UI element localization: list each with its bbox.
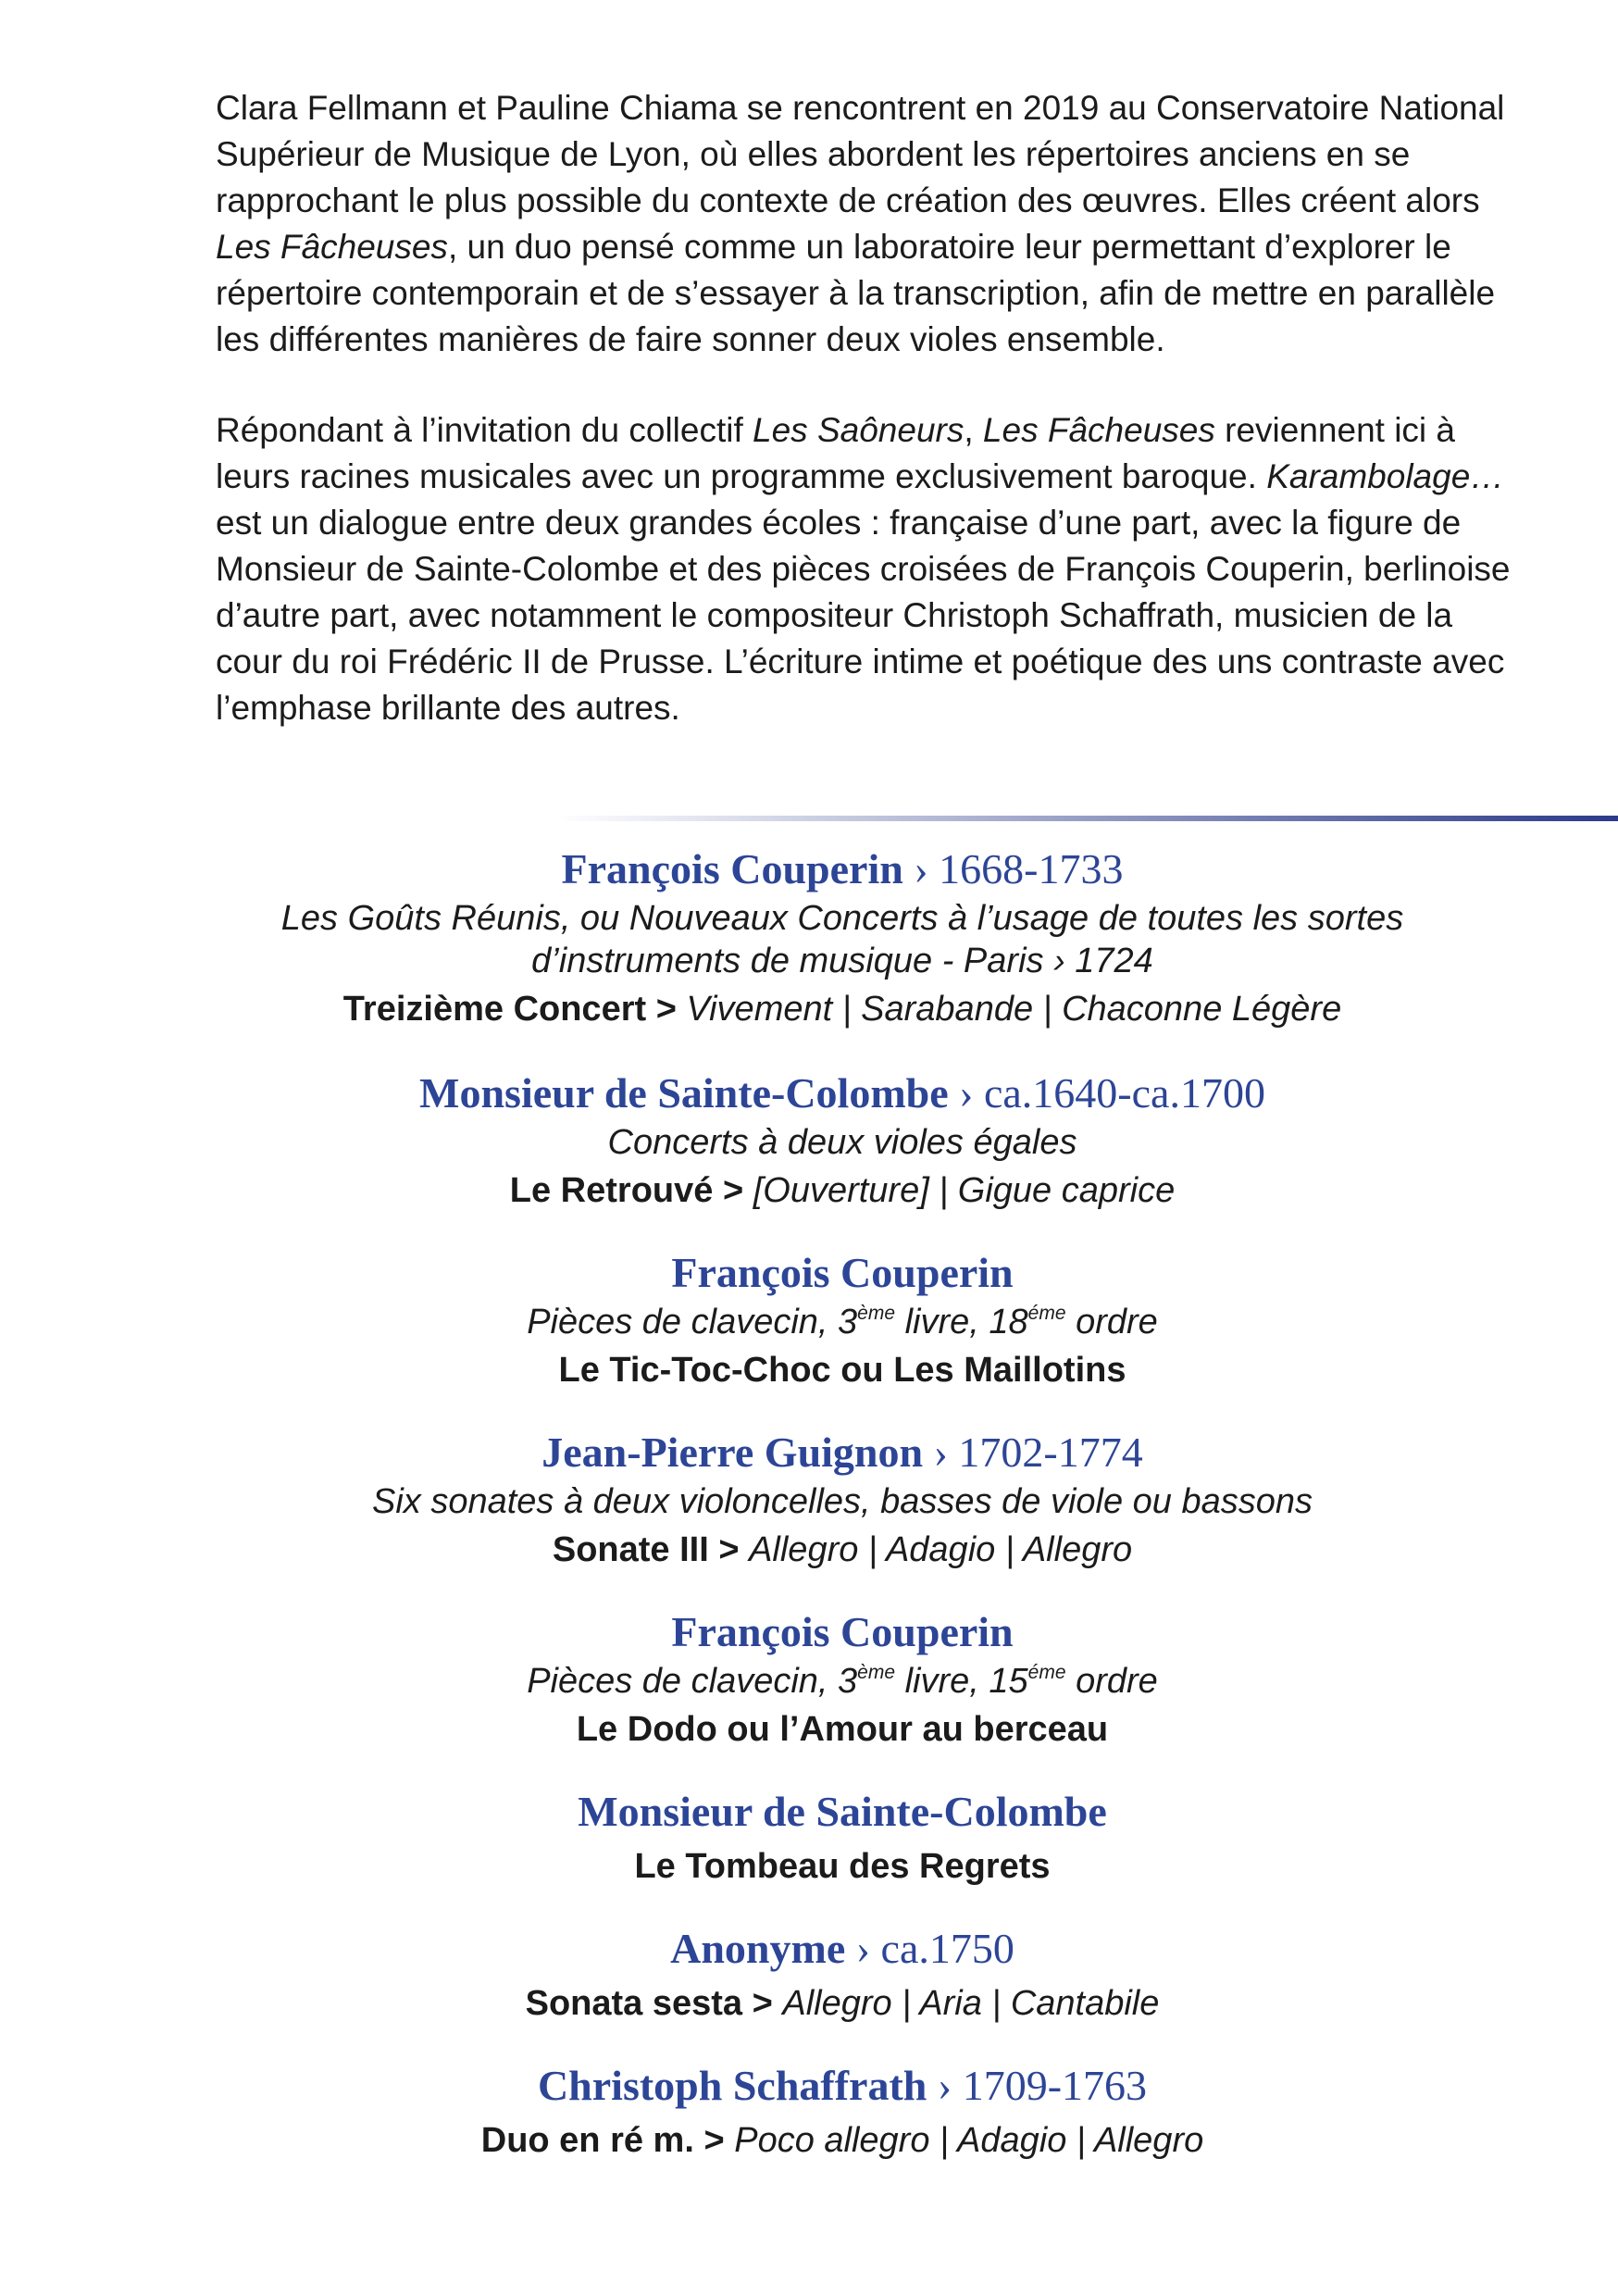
- composer-dates: › ca.1640-ca.1700: [948, 1069, 1265, 1117]
- bio-text: reviennent ici à leurs racines musicales avec un programme exclusivement baroque.: [216, 411, 1456, 495]
- piece-movements: [Ouverture] | Gigue caprice: [753, 1171, 1176, 1210]
- bio-paragraph-2: [216, 407, 1512, 731]
- work-title: Pièces de clavecin, 3ème livre, $18^{éme}$ ordre: [527, 1303, 1158, 1341]
- program-entry: [185, 1922, 1500, 2028]
- composer-label: François Couperin: [671, 1608, 1014, 1655]
- composer-label: Anonyme: [670, 1925, 846, 1972]
- piece-detail: [185, 1705, 1500, 1753]
- italic-title: Karambolage…: [1266, 457, 1505, 495]
- piece-title: Le Dodo ou l’Amour au berceau: [576, 1710, 1109, 1749]
- composer-label: Monsieur de Sainte-Colombe: [578, 1788, 1107, 1835]
- piece-title: Duo en ré m.: [480, 2121, 694, 2160]
- composer-label: Monsieur de Sainte-Colombe: [419, 1069, 949, 1117]
- piece-detail: [185, 2116, 1500, 2165]
- program-entry: [185, 1785, 1500, 1890]
- piece-title: Sonata sesta: [525, 1984, 743, 2023]
- piece-title: Sonate III: [552, 1530, 709, 1569]
- composer-dates: › ca.1750: [845, 1925, 1014, 1972]
- title-separator: >: [713, 1171, 753, 1210]
- composer-label: Jean-Pierre Guignon: [541, 1429, 924, 1476]
- piece-title: Le Tombeau des Regrets: [634, 1847, 1051, 1886]
- section-divider: [555, 816, 1618, 821]
- composer-name: [185, 1922, 1500, 1976]
- piece-detail: [185, 1979, 1500, 2028]
- program-list: [185, 842, 1500, 2165]
- title-separator: >: [708, 1530, 750, 1569]
- piece-title: Treizième Concert: [342, 990, 647, 1029]
- title-separator: >: [693, 2121, 735, 2160]
- piece-movements: Vivement | Sarabande | Chaconne Légère: [686, 990, 1342, 1029]
- piece-movements: Allegro | Aria | Cantabile: [782, 1984, 1160, 2023]
- composer-name: [185, 2059, 1500, 2113]
- composer-name: [185, 1785, 1500, 1839]
- piece-detail: [185, 1526, 1500, 1574]
- composer-name: [185, 1605, 1500, 1659]
- work-title: Six sonates à deux violoncelles, basses de viole ou bassons: [371, 1482, 1313, 1521]
- piece-title: Le Retrouvé: [509, 1171, 714, 1210]
- program-entry: [185, 1605, 1500, 1753]
- bio-text: Répondant à l’invitation du collectif: [216, 411, 753, 449]
- bio-text: Clara Fellmann et Pauline Chiama se rencontrent en 2019 au Conservatoire National Supérieur de Musique de Lyon, où elles abordent les répertoires anciens en se rapprochant le plus possible du contexte de création des œuvres. Elles créent alors: [216, 89, 1505, 219]
- work-title: Concerts à deux violes égales: [607, 1123, 1077, 1162]
- program-entry: [185, 842, 1500, 1033]
- composer-name: [185, 842, 1500, 896]
- composer-label: François Couperin: [561, 845, 903, 892]
- piece-movements: Poco allegro | Adagio | Allegro: [734, 2121, 1204, 2160]
- piece-movements: Allegro | Adagio | Allegro: [749, 1530, 1133, 1569]
- composer-dates: › 1709-1763: [927, 2062, 1148, 2109]
- italic-title: Les Saôneurs: [753, 411, 965, 449]
- composer-label: Christoph Schaffrath: [537, 2062, 927, 2109]
- title-separator: >: [742, 1984, 783, 2023]
- italic-title: Les Fâcheuses: [216, 228, 448, 266]
- work-title: Les Goûts Réunis, ou Nouveaux Concerts à l’usage de toutes les sortes: [280, 899, 1404, 938]
- work-title: d’instruments de musique - Paris › 1724: [531, 942, 1153, 980]
- biography: [216, 85, 1512, 731]
- piece-detail: [185, 1346, 1500, 1394]
- italic-title: Les Fâcheuses: [982, 411, 1215, 449]
- piece-detail: [185, 985, 1500, 1033]
- bio-text: ,: [964, 411, 983, 449]
- bio-text: , un duo pensé comme un laboratoire leur permettant d’explorer le répertoire contemporain et de s’essayer à la transcription, afin de mettre en parallèle les différentes manières de faire sonner deux violes ensemble.: [216, 228, 1496, 358]
- program-entry: [185, 1067, 1500, 1215]
- composer-name: [185, 1426, 1500, 1479]
- program-entry: [185, 2059, 1500, 2165]
- composer-dates: › 1702-1774: [923, 1429, 1143, 1476]
- piece-title: Le Tic-Toc-Choc ou Les Maillotins: [558, 1351, 1126, 1390]
- title-separator: >: [646, 990, 687, 1029]
- program-entry: [185, 1426, 1500, 1574]
- program-entry: [185, 1246, 1500, 1394]
- work-title: Pièces de clavecin, 3ème livre, $15^{éme}$ ordre: [527, 1662, 1158, 1701]
- piece-detail: [185, 1167, 1500, 1215]
- composer-dates: › 1668-1733: [902, 845, 1124, 892]
- composer-name: [185, 1067, 1500, 1120]
- bio-paragraph-1: [216, 85, 1512, 363]
- piece-detail: [185, 1842, 1500, 1890]
- composer-name: [185, 1246, 1500, 1300]
- composer-label: François Couperin: [671, 1249, 1014, 1296]
- bio-text: est un dialogue entre deux grandes écoles : française d’une part, avec la figure de Monsieur de Sainte-Colombe et des pièces croisées de François Couperin, berlinoise d’autre part, avec notamment le compositeur Christoph Schaffrath, musicien de la cour du roi Frédéric II de Prusse. L’écriture intime et poétique des uns contraste avec l’emphase brillante des autres.: [216, 504, 1511, 727]
